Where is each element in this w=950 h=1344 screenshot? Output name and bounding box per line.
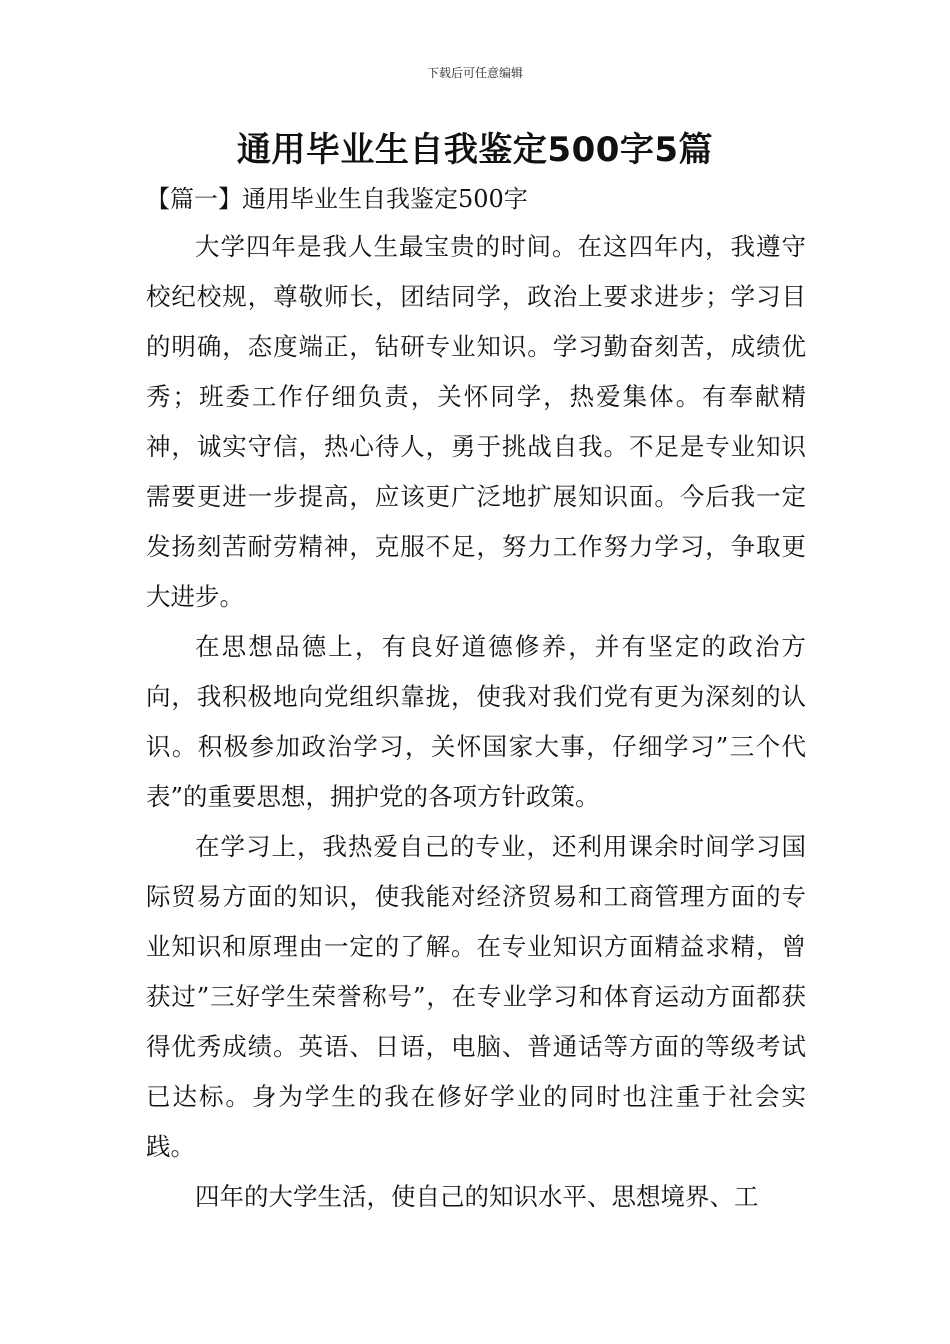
document-title: 通用毕业生自我鉴定500字5篇 <box>236 130 714 170</box>
section-heading: 【篇一】通用毕业生自我鉴定500字 <box>146 185 528 213</box>
body-paragraph: 大学四年是我人生最宝贵的时间。在这四年内，我遵守校纪校规，尊敬师长，团结同学，政治上要求进步；学习目的明确，态度端正，钻研专业知识。学习勤奋刻苦，成绩优秀；班委工作仔细负责，关怀同学，热爱集体。有奉献精神，诚实守信，热心待人，勇于挑战自我。不足是专业知识需要更进一步提高，应该更广泛地扩展知识面。今后我一定发扬刻苦耐劳精神，克服不足，努力工作努力学习，争取更大进步。 <box>146 232 806 611</box>
body-paragraph: 在学习上，我热爱自己的专业，还利用课余时间学习国际贸易方面的知识，使我能对经济贸易和工商管理方面的专业知识和原理由一定的了解。在专业知识方面精益求精，曾获过”三好学生荣誉称号”，在专业学习和体育运动方面都获得优秀成绩。英语、日语，电脑、普通话等方面的等级考试已达标。身为学生的我在修好学业的同时也注重于社会实践。 <box>146 832 806 1161</box>
page-header-note: 下载后可任意编辑 <box>426 66 523 80</box>
body-paragraph: 四年的大学生活，使自己的知识水平、思想境界、工 <box>195 1182 759 1211</box>
body-paragraph: 在思想品德上，有良好道德修养，并有坚定的政治方向，我积极地向党组织靠拢，使我对我们党有更为深刻的认识。积极参加政治学习，关怀国家大事，仔细学习”三个代表”的重要思想，拥护党的各项方针政策。 <box>146 632 806 811</box>
document-body <box>146 222 806 1222</box>
